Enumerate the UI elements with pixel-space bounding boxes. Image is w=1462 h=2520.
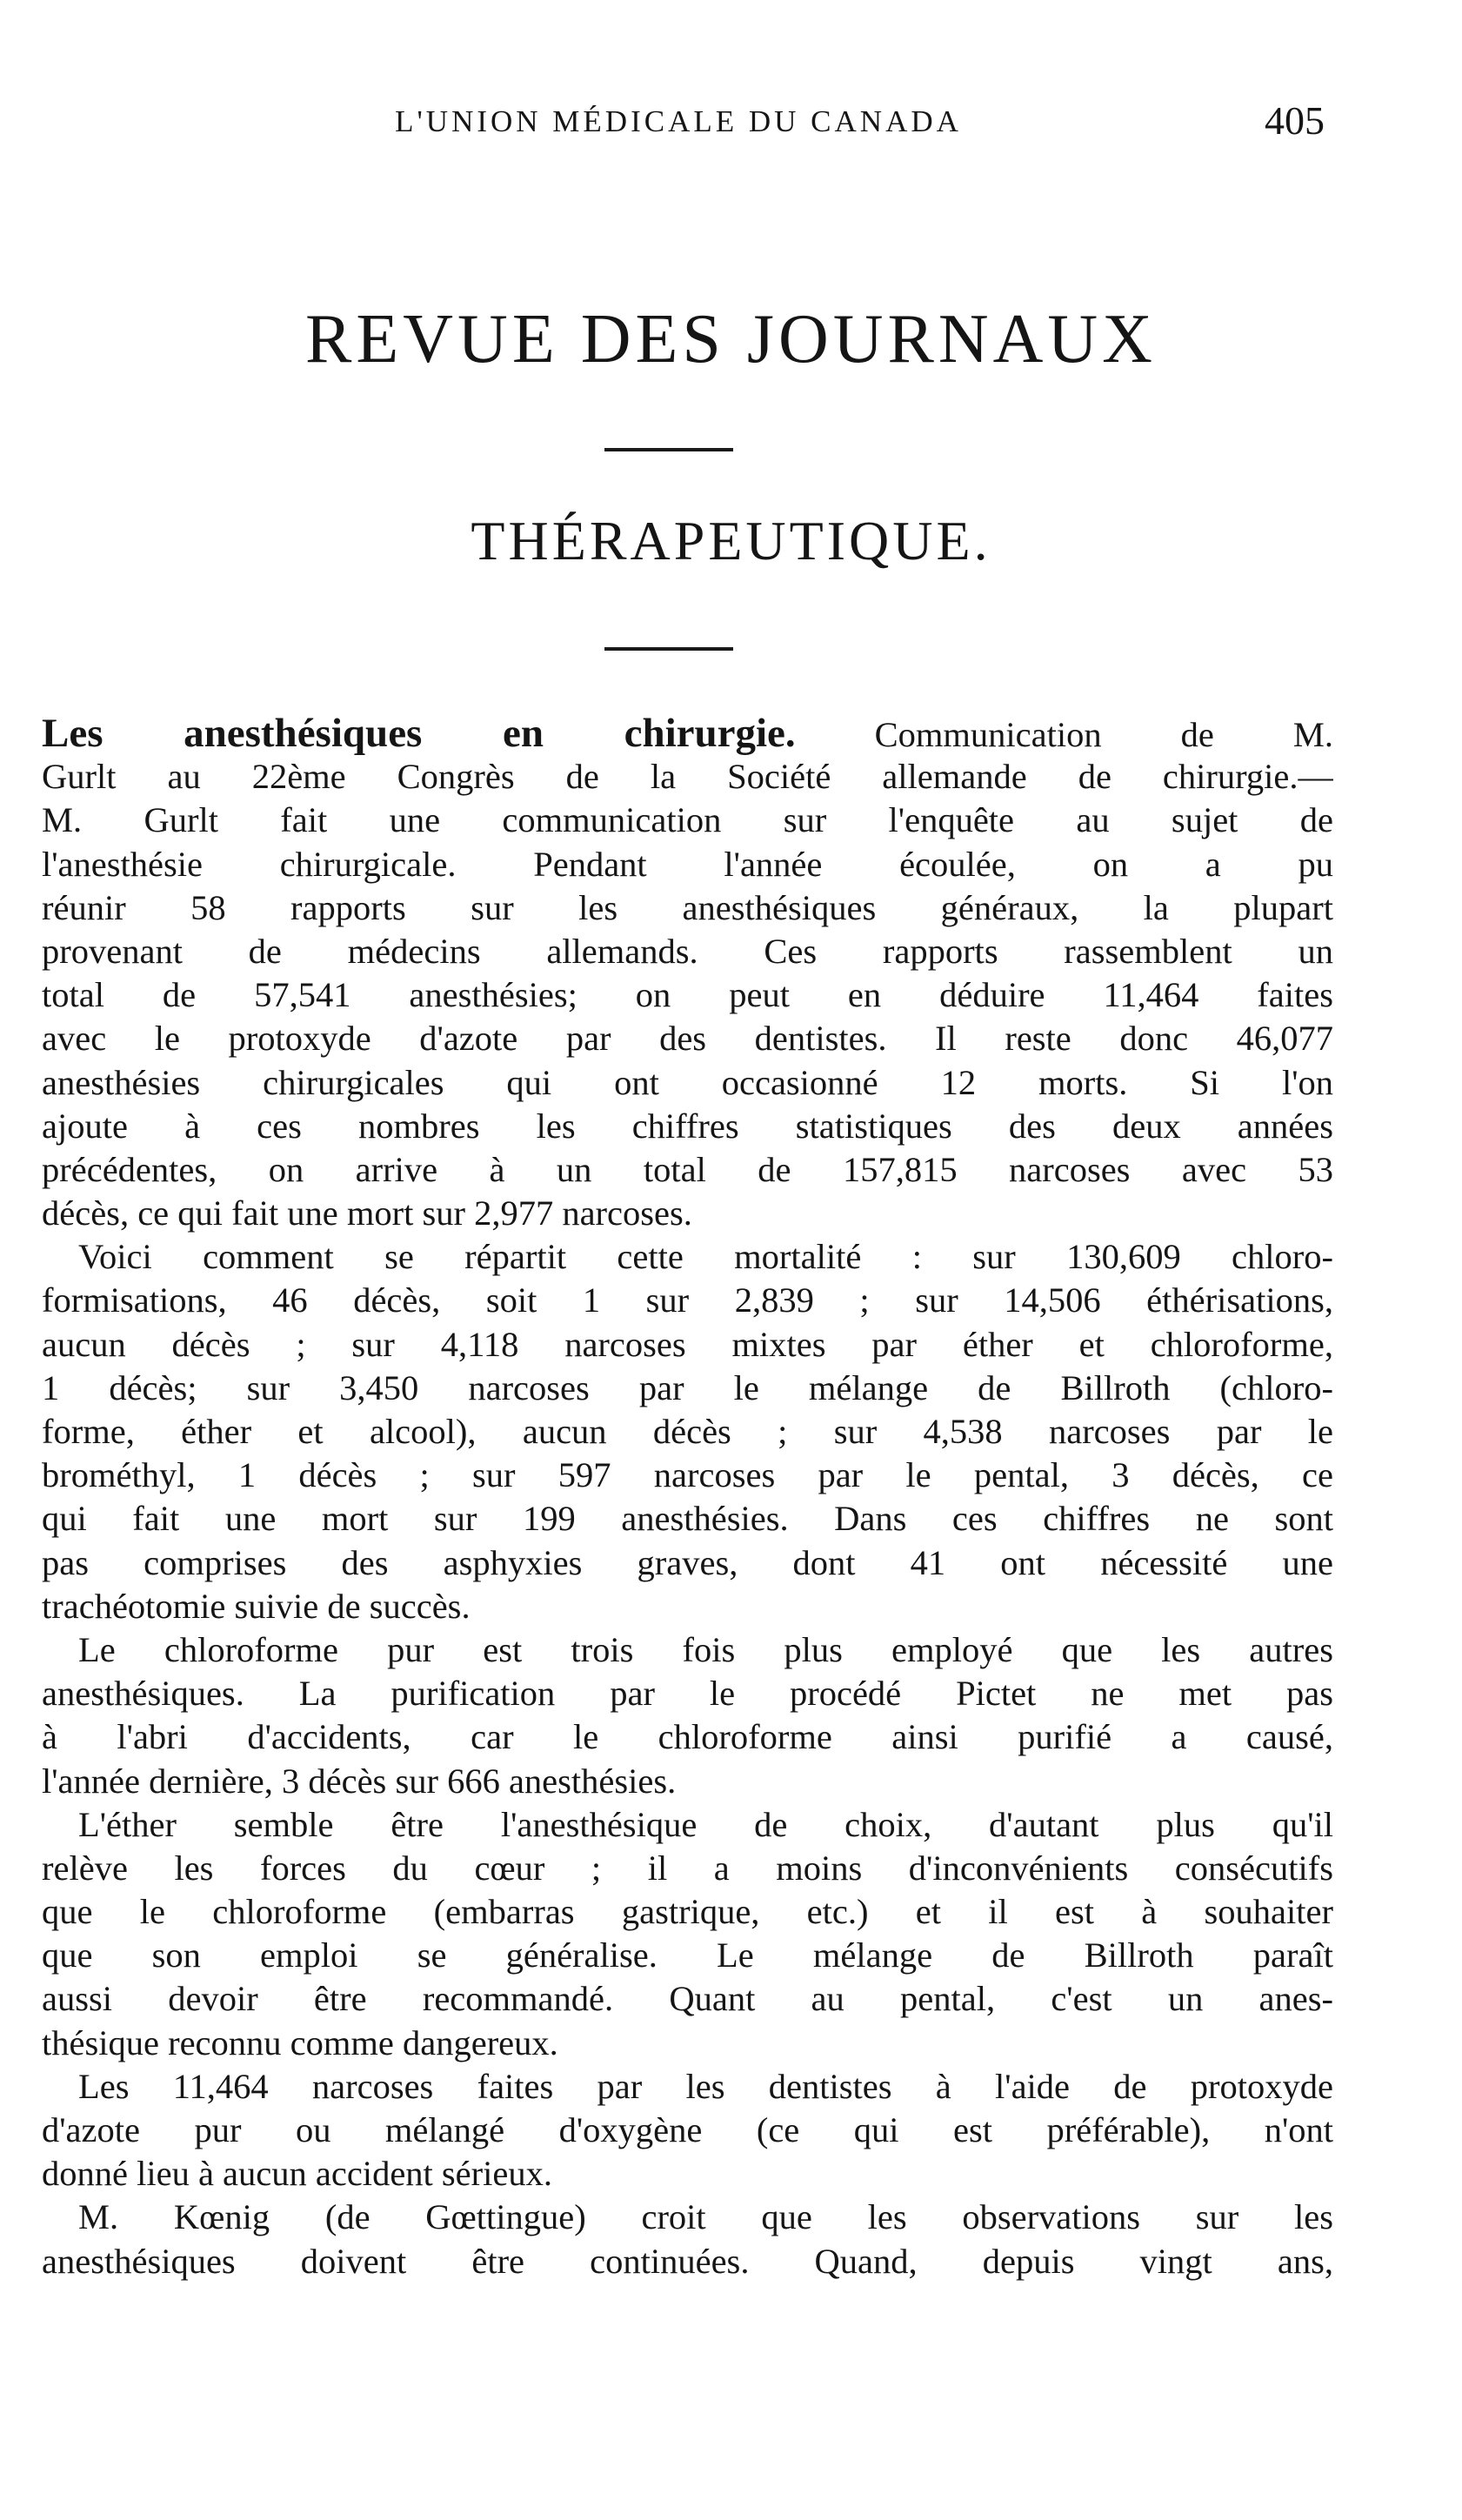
text-line: à l'abri d'accidents, car le chloroforme ainsi purifié a causé,	[42, 1717, 1333, 1757]
article-body	[42, 712, 1333, 2283]
text-line: que le chloroforme (embarras gastrique, etc.) et il est à souhaiter	[42, 1892, 1333, 1932]
text-line: total de 57,541 anesthésies; on peut en déduire 11,464 faites	[42, 975, 1333, 1015]
text-line: réunir 58 rapports sur les anesthésiques généraux, la plupart	[42, 887, 1333, 927]
page-number: 405	[1265, 98, 1325, 143]
text-line: thésique reconnu comme dangereux.	[42, 2022, 558, 2062]
text-line: précédentes, on arrive à un total de 157,815 narcoses avec 53	[42, 1149, 1333, 1189]
subsection-title: THÉRAPEUTIQUE.	[471, 510, 991, 572]
text-line: l'année dernière, 3 décès sur 666 anesthésies.	[42, 1761, 677, 1801]
text-line: brométhyl, 1 décès ; sur 597 narcoses par le pental, 3 décès, ce	[42, 1455, 1333, 1495]
article-title: Les anesthésiques en chirurgie.	[42, 712, 796, 756]
text-line: qui fait une mort sur 199 anesthésies. Dans ces chiffres ne sont	[42, 1499, 1333, 1539]
text-line: M. Gurlt fait une communication sur l'enquête au sujet de	[42, 800, 1333, 840]
text-line: avec le protoxyde d'azote par des dentistes. Il reste donc 46,077	[42, 1019, 1333, 1059]
text-line: 1 décès; sur 3,450 narcoses par le mélange de Billroth (chloro-	[42, 1367, 1333, 1407]
divider-rule	[604, 647, 733, 651]
text-line: provenant de médecins allemands. Ces rapports rassemblent un	[42, 931, 1333, 971]
text-line: aucun décès ; sur 4,118 narcoses mixtes par éther et chloroforme,	[42, 1324, 1333, 1364]
journal-name: L'UNION MÉDICALE DU CANADA	[395, 104, 962, 138]
text-line: l'anesthésie chirurgicale. Pendant l'année écoulée, on a pu	[42, 844, 1333, 884]
text-line: Voici comment se répartit cette mortalité : sur 130,609 chloro-	[78, 1237, 1333, 1277]
text-line: anesthésiques doivent être continuées. Quand, depuis vingt ans,	[42, 2241, 1333, 2281]
text-line-content: Communication de M.	[795, 715, 1333, 754]
text-line: formisations, 46 décès, soit 1 sur 2,839 ; sur 14,506 éthérisations,	[42, 1280, 1333, 1320]
text-line: pas comprises des asphyxies graves, dont 41 ont nécessité une	[42, 1542, 1333, 1582]
text-line: relève les forces du cœur ; il a moins d'inconvénients consécutifs	[42, 1848, 1333, 1888]
text-line: Gurlt au 22ème Congrès de la Société allemande de chirurgie.—	[42, 757, 1333, 797]
text-line: que son emploi se généralise. Le mélange de Billroth paraît	[42, 1935, 1333, 1975]
text-line: aussi devoir être recommandé. Quant au pental, c'est un anes-	[42, 1979, 1333, 2019]
divider-rule	[604, 448, 733, 451]
text-line: décès, ce qui fait une mort sur 2,977 narcoses.	[42, 1193, 692, 1233]
text-line: anesthésiques. La purification par le procédé Pictet ne met pas	[42, 1674, 1333, 1714]
running-head	[0, 97, 1462, 150]
text-line: M. Kœnig (de Gœttingue) croit que les observations sur les	[78, 2197, 1333, 2237]
text-line: d'azote pur ou mélangé d'oxygène (ce qui est préférable), n'ont	[42, 2110, 1333, 2149]
text-line: anesthésies chirurgicales qui ont occasionné 12 morts. Si l'on	[42, 1062, 1333, 1102]
text-line: trachéotomie suivie de succès.	[42, 1586, 471, 1626]
text-line: Les 11,464 narcoses faites par les dentistes à l'aide de protoxyde	[78, 2066, 1333, 2106]
text-line: donné lieu à aucun accident sérieux.	[42, 2154, 552, 2194]
text-line	[42, 712, 1333, 755]
text-line: L'éther semble être l'anesthésique de choix, d'autant plus qu'il	[78, 1804, 1333, 1844]
text-line: forme, éther et alcool), aucun décès ; sur 4,538 narcoses par le	[42, 1412, 1333, 1451]
text-line: ajoute à ces nombres les chiffres statistiques des deux années	[42, 1106, 1333, 1146]
text-line: Le chloroforme pur est trois fois plus employé que les autres	[78, 1629, 1333, 1669]
section-title: REVUE DES JOURNAUX	[305, 301, 1157, 378]
